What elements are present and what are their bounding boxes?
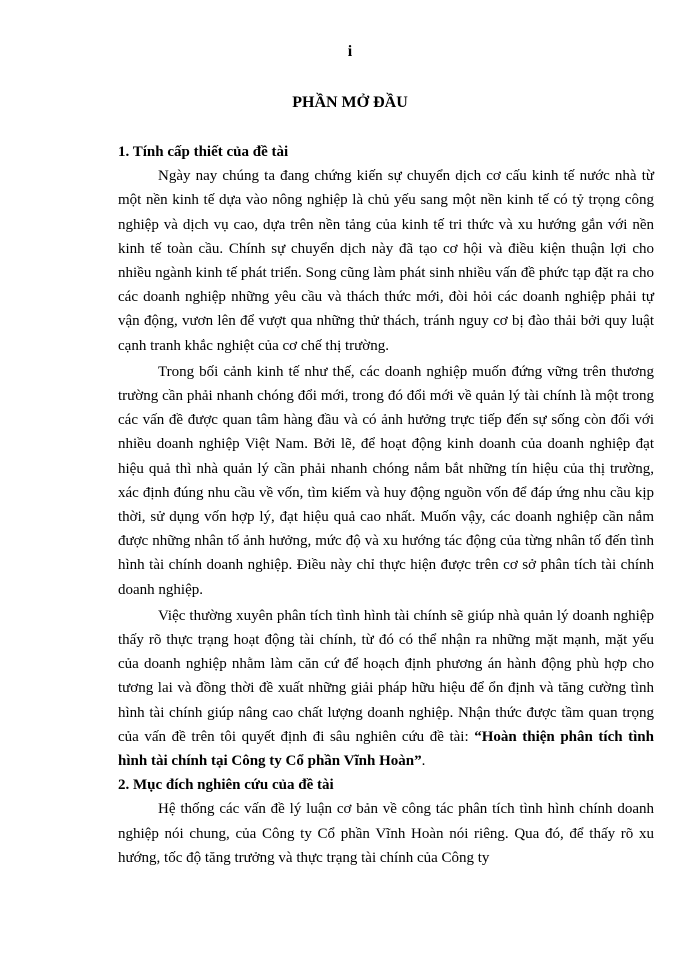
paragraph-2-1: Hệ thống các vấn đề lý luận cơ bản về công tác phân tích tình hình chính doanh nghiệp nói chung, của Công ty Cổ phần Vĩnh Hoàn nói riêng. Qua đó, để thấy rõ xu hướng, tốc độ tăng trưởng và thực trạng tài chính của Công ty [118, 801, 654, 866]
paragraph-1-3 [118, 604, 654, 773]
paragraph-1-1: Ngày nay chúng ta đang chứng kiến sự chuyển dịch cơ cấu kinh tế nước nhà từ một nền kinh tế dựa vào nông nghiệp là chủ yếu sang một nền kinh tế có tỷ trọng công nghiệp và dịch vụ cao, dựa trên nền tảng của kinh tế tri thức và xu hướng gắn với nền kinh tế toàn cầu. Chính sự chuyển dịch này đã tạo cơ hội và điều kiện thuận lợi cho nhiều ngành kinh tế phát triển. Song cũng làm phát sinh nhiều vấn đề phức tạp đặt ra cho các doanh nghiệp những yêu cầu và thách thức mới, đòi hỏi các doanh nghiệp phải tự vận động, vươn lên để vượt qua những thử thách, tránh nguy cơ bị đào thải bởi quy luật cạnh tranh khắc nghiệt của cơ chế thị trường. [118, 168, 654, 354]
paragraph-1-3-end: . [421, 753, 426, 770]
page-title: PHẦN MỞ ĐẦU [292, 94, 408, 111]
section-heading-2: 2. Mục đích nghiên cứu của đề tài [118, 777, 334, 794]
thesis-title: “Hoàn thiện phân tích tình hình tài chính tại Công ty Cổ phần Vĩnh Hoàn” [118, 728, 654, 770]
section-heading-1: 1. Tính cấp thiết của đề tài [118, 144, 289, 160]
paragraph-1-2: Trong bối cảnh kinh tế như thế, các doanh nghiệp muốn đứng vững trên thương trường cần phải nhanh chóng đổi mới, trong đó đổi mới về quản lý tài chính là một trong các vấn đề được quan tâm hàng đầu và có ảnh hưởng trực tiếp đến sự sống còn đối với nhiều doanh nghiệp Việt Nam. Bởi lẽ, để hoạt động kinh doanh của doanh nghiệp đạt hiệu quả thì nhà quản lý cần phải nhanh chóng nắm bắt những tín hiệu của thị trường, xác định đúng nhu cầu về vốn, tìm kiếm và huy động nguồn vốn để đáp ứng nhu cầu kịp thời, sử dụng vốn hợp lý, đạt hiệu quả cao nhất. Muốn vậy, các doanh nghiệp cần nắm được những nhân tố ảnh hưởng, mức độ và xu hướng tác động của từng nhân tố đến tình hình tài chính doanh nghiệp. Điều này chỉ thực hiện được trên cơ sở phân tích tài chính doanh nghiệp. [118, 363, 654, 598]
page-number: i [347, 43, 353, 60]
document-body [118, 140, 654, 870]
paragraph-1-3-text: Việc thường xuyên phân tích tình hình tài chính sẽ giúp nhà quản lý doanh nghiệp thấy rõ thực trạng hoạt động tài chính, từ đó có thể nhận ra những mặt mạnh, mặt yếu của doanh nghiệp nhằm làm căn cứ để hoạch định phương án hành động phù hợp cho tương lai và đồng thời đề xuất những giải pháp hữu hiệu để ổn định và tăng cường tình hình tài chính giúp nâng cao chất lượng doanh nghiệp. Nhận thức được tầm quan trọng của vấn đề trên tôi quyết định đi sâu nghiên cứu đề tài: [118, 607, 654, 745]
